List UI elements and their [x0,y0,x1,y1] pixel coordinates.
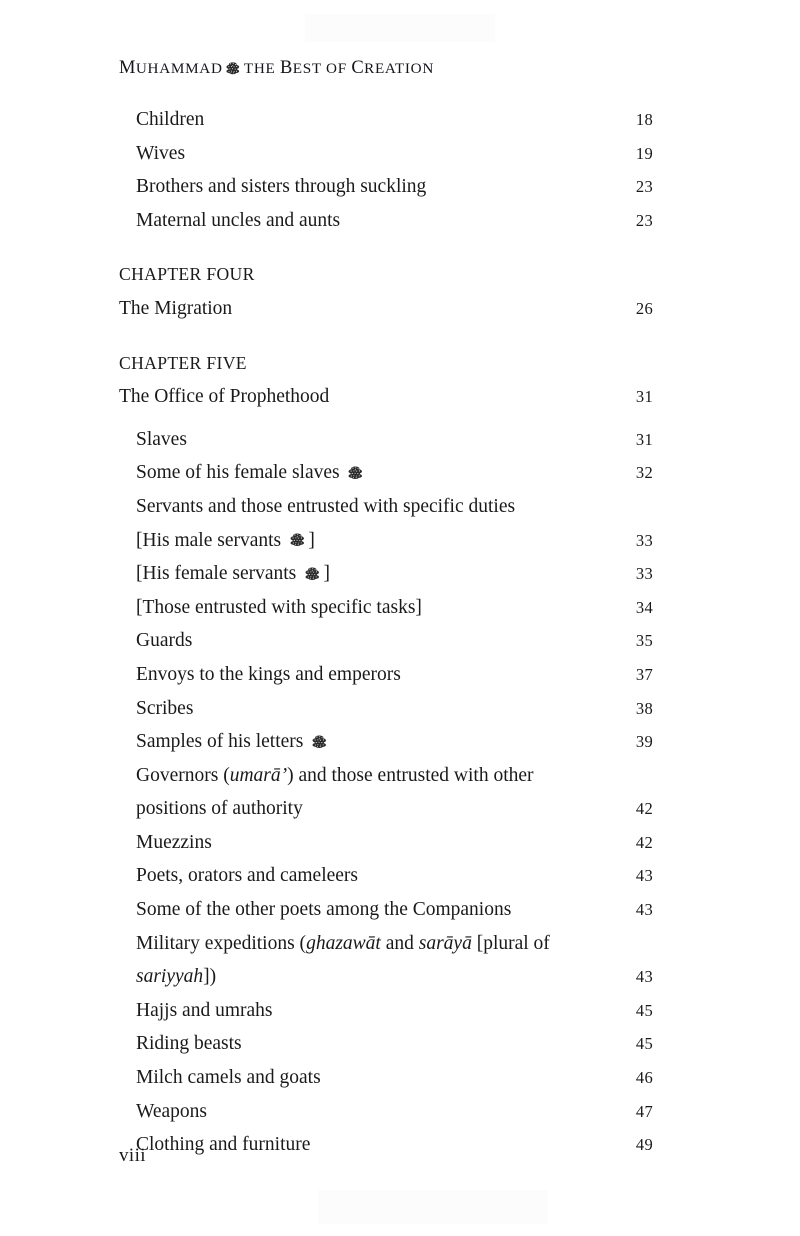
toc-entry-label: [His female servants ] [136,563,331,585]
salawat-ornament-icon [310,732,329,751]
toc-page-number: 34 [635,597,653,617]
toc-entry-poets-orators[interactable] [136,859,653,893]
toc-entry-label: Maternal uncles and aunts [136,209,341,231]
page-folio: viii [119,1145,146,1166]
running-head-reation: REATION [364,60,434,77]
running-head [119,58,434,79]
transliteration-term: ghazawāt [306,932,381,954]
toc-entry-riding-beasts[interactable] [136,1027,653,1061]
toc-entry-label: Some of his female slaves [136,456,653,490]
entry-text-run: Governors ( [136,764,230,786]
toc-entry-label [136,759,653,826]
toc-entry-label: Envoys to the kings and emperors [136,663,401,685]
toc-page-number: 26 [635,298,653,318]
toc-page-number: 49 [635,1135,653,1155]
toc-entry-label: Riding beasts [136,1033,242,1055]
table-of-contents [119,103,653,1162]
toc-page-number: 32 [635,463,653,483]
toc-entry-guards[interactable] [136,624,653,658]
scan-artifact-top [305,14,495,42]
toc-entry-label: Weapons [136,1100,207,1122]
scan-artifact-bottom [318,1190,548,1224]
toc-entry-label: Wives [136,142,186,164]
toc-page-number: 45 [635,1034,653,1054]
toc-entry-servants-heading[interactable] [136,490,653,524]
toc-entry-label: The Migration [119,297,233,319]
toc-entry-label: The Office of Prophethood [119,386,330,408]
toc-page-number: 33 [635,530,653,550]
running-head-m: M [119,58,136,78]
toc-page-number: 31 [635,429,653,449]
running-head-b: B [279,58,293,78]
toc-entry-weapons[interactable] [136,1095,653,1129]
toc-page-number: 42 [635,799,653,819]
entry-text-run: ]) [203,966,217,988]
toc-entry-male-servants[interactable] [136,524,653,558]
salawat-ornament-icon [288,530,307,549]
toc-entry-clothing-furniture[interactable] [136,1128,653,1162]
entry-text-run: ) and those entrusted with other positions of authority [136,764,534,820]
salawat-ornament-icon [303,564,322,583]
toc-entry-label: Slaves [136,428,187,450]
toc-entry-label: Clothing and furniture [136,1134,311,1156]
toc-entry-wives[interactable] [136,137,653,171]
toc-entry-label: Brothers and sisters through suckling [136,176,427,198]
toc-entry-label: Children [136,109,205,130]
toc-page-number: 47 [635,1101,653,1121]
toc-entry-label: Guards [136,630,193,652]
toc-entry-governors[interactable] [136,759,653,826]
toc-entry-label: Hajjs and umrahs [136,999,273,1021]
toc-page-number: 43 [635,900,653,920]
toc-page-number: 42 [635,832,653,852]
toc-page-number: 43 [635,967,653,987]
toc-chapter-label-text: CHAPTER FOUR [119,264,255,285]
toc-entry-children[interactable] [136,103,653,137]
toc-entry-label: Some of the other poets among the Companions [136,899,512,921]
toc-entry-brothers-sisters[interactable] [136,170,653,204]
toc-entry-envoys[interactable] [136,658,653,692]
toc-page-number: 35 [635,631,653,651]
toc-page-number: 23 [635,210,653,230]
toc-page-number: 46 [635,1068,653,1088]
toc-entry-label: Muezzins [136,831,212,853]
toc-page-number: 45 [635,1000,653,1020]
toc-entry-military-expeditions[interactable] [136,927,653,994]
toc-entry-label: [Those entrusted with specific tasks] [136,596,422,618]
toc-entry-muezzins[interactable] [136,826,653,860]
toc-chapter-title-the-migration[interactable] [119,292,653,326]
toc-entry-maternal-uncles[interactable] [136,204,653,238]
salawat-ornament-icon [346,463,365,482]
toc-entry-milch-camels[interactable] [136,1061,653,1095]
toc-entry-label [136,927,653,994]
toc-entry-label: Scribes [136,697,194,719]
toc-entry-slaves[interactable] [136,423,653,457]
toc-entry-label: Poets, orators and cameleers [136,865,359,887]
toc-entry-other-poets[interactable] [136,893,653,927]
running-head-c: C [351,58,365,78]
toc-entry-scribes[interactable] [136,692,653,726]
transliteration-term: umarā’ [229,764,288,786]
toc-entry-samples-letters[interactable] [136,725,653,759]
toc-chapter-label-chapter-five[interactable] [119,347,653,381]
toc-page-number: 18 [635,110,653,129]
toc-page-number: 37 [635,664,653,684]
entry-text-run: Military expeditions ( [136,932,307,954]
toc-page-number: 31 [635,387,653,407]
salawat-ornament-icon [224,59,242,77]
toc-entry-label: Milch camels and goats [136,1067,321,1089]
toc-page-number: 23 [635,177,653,197]
transliteration-term: sarāyā [418,932,472,954]
running-head-uhammad: UHAMMAD [135,60,223,77]
entry-text-run: [plural of [471,932,550,954]
toc-page-number: 33 [635,564,653,584]
running-head-the: THE [243,60,280,77]
transliteration-term: sariyyah [136,966,204,988]
toc-chapter-label-text: CHAPTER FIVE [119,352,247,373]
toc-page-number: 43 [635,866,653,886]
toc-chapter-label-chapter-four[interactable] [119,258,653,292]
entry-text-run: and [380,932,419,954]
toc-page-number: 39 [635,732,653,752]
toc-page-number: 19 [635,143,653,163]
toc-entry-label: Servants and those entrusted with specific duties [136,495,516,517]
toc-entry-label: [His male servants ] [136,529,315,551]
toc-entry-hajjs-umrahs[interactable] [136,994,653,1028]
toc-page-number: 38 [635,698,653,718]
toc-entry-specific-tasks[interactable] [136,591,653,625]
toc-entry-female-slaves[interactable] [136,456,653,490]
toc-entry-female-servants[interactable] [136,557,653,591]
running-head-est-of: EST OF [292,60,352,77]
toc-chapter-title-office-prophethood[interactable] [119,380,653,414]
toc-entry-label: Samples of his letters [136,725,653,759]
